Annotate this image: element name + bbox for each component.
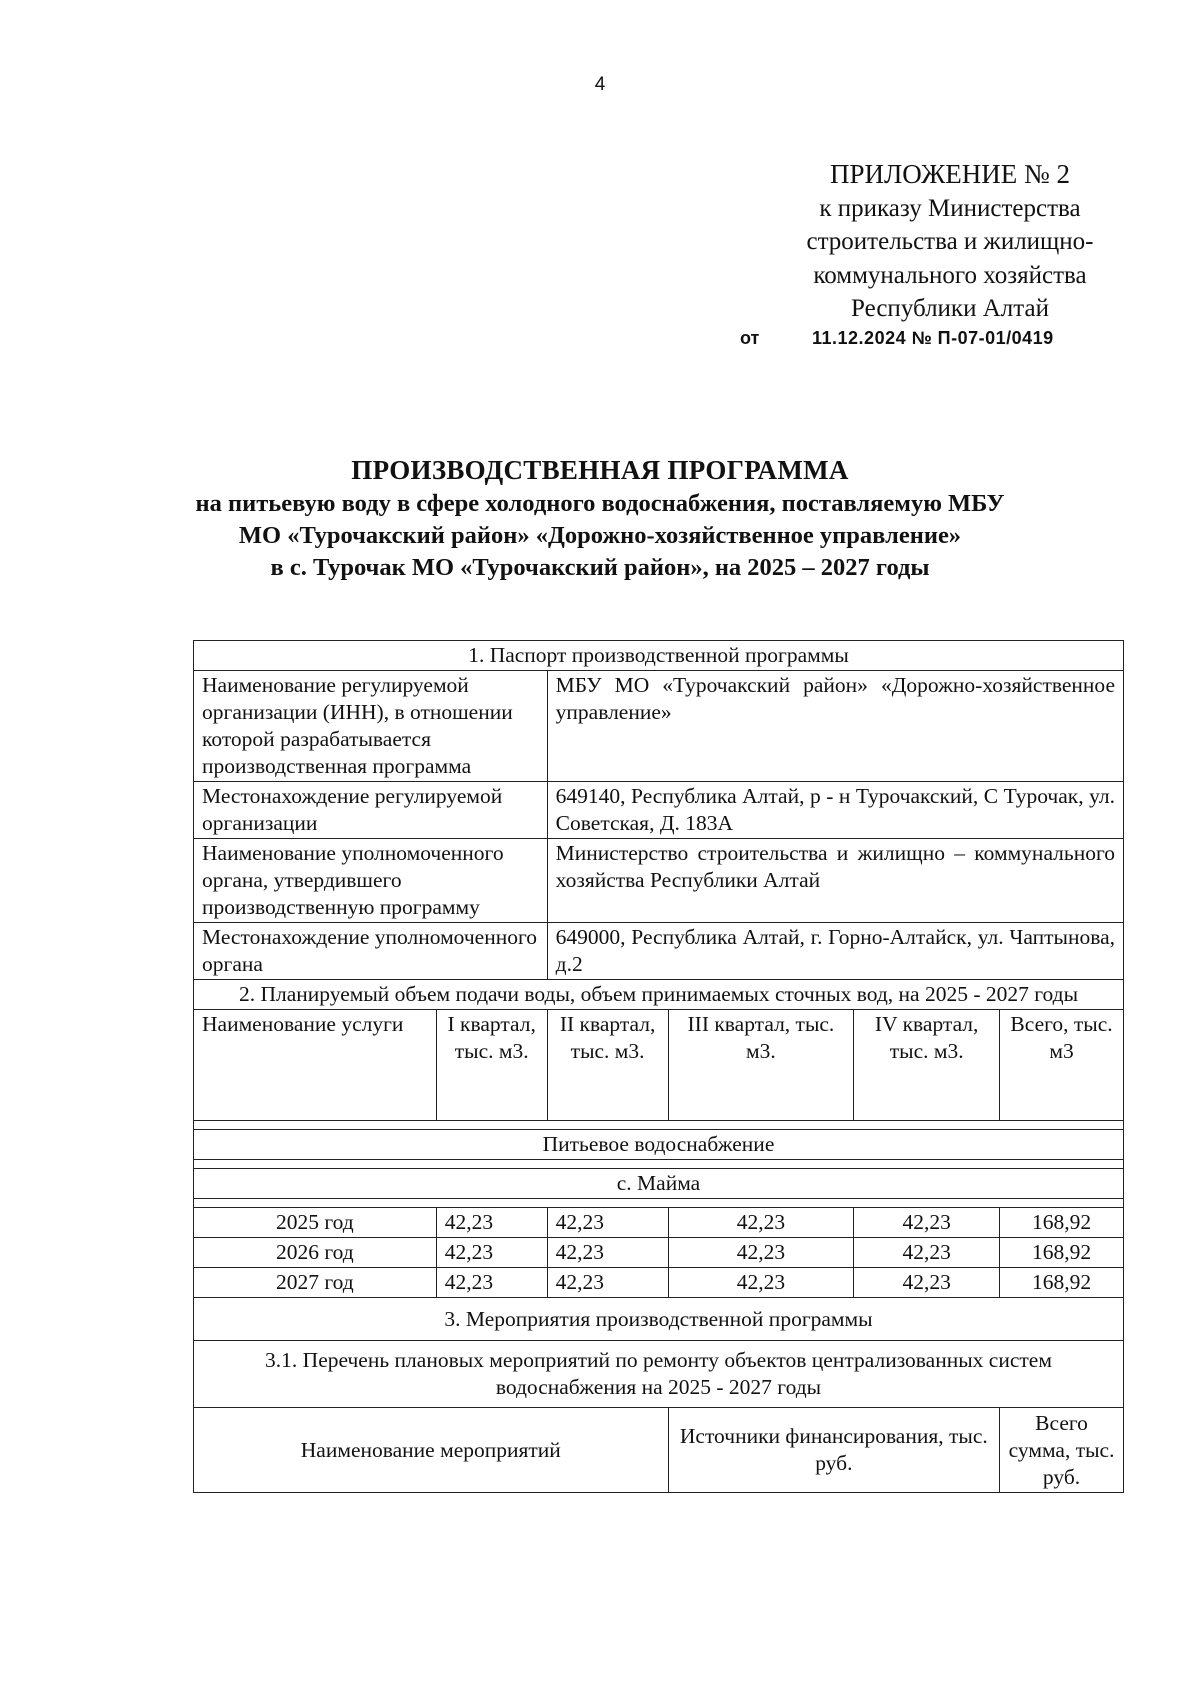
col-total: Всего, тыс. м3 [1000,1010,1124,1121]
passport-value: 649140, Республика Алтай, р - н Турочакский, С Турочак, ул. Советская, Д. 183А [547,782,1123,839]
passport-row [194,671,1124,782]
volume-year: 2027 год [194,1268,437,1298]
col-measures: Наименование мероприятий [194,1408,669,1493]
passport-label: Наименование уполномоченного органа, утвердившего производственную программу [194,839,548,923]
passport-row [194,839,1124,923]
title-main: ПРОИЗВОДСТВЕННАЯ ПРОГРАММА [351,455,849,485]
separator [194,1121,1124,1130]
volume-total: 168,92 [1000,1268,1124,1298]
section2-heading-row [194,980,1124,1010]
col-service: Наименование услуги [194,1010,437,1121]
passport-label: Местонахождение уполномоченного органа [194,923,548,980]
appendix-line: строительства и жилищно- [806,228,1094,255]
appendix-heading: ПРИЛОЖЕНИЕ № 2 [829,159,1071,189]
separator-row [194,1121,1124,1130]
program-table [193,640,1124,1493]
volume-q4: 42,23 [854,1238,1000,1268]
measures-header-row [194,1408,1124,1493]
volume-q3: 42,23 [668,1238,854,1268]
volume-q4: 42,23 [854,1208,1000,1238]
passport-row [194,782,1124,839]
appendix-line: Республики Алтай [851,295,1049,322]
order-number: 11.12.2024 № П-07-01/0419 [812,328,1054,348]
volume-q3: 42,23 [668,1208,854,1238]
section3-sub-heading: 3.1. Перечень плановых мероприятий по ремонту объектов централизованных систем водоснабжения на 2025 - 2027 годы [194,1341,1124,1408]
place-name: с. Майма [194,1169,1124,1199]
col-q1: I квартал, тыс. м3. [436,1010,547,1121]
document-title [100,452,1100,584]
place-row [194,1169,1124,1199]
section3-sub-heading-row [194,1341,1124,1408]
passport-value: МБУ МО «Турочакский район» «Дорожно-хозяйственное управление» [547,671,1123,782]
volume-q2: 42,23 [547,1268,668,1298]
appendix-line: коммунального хозяйства [813,261,1087,289]
service-name: Питьевое водоснабжение [194,1130,1124,1160]
volume-total: 168,92 [1000,1208,1124,1238]
volume-row [194,1268,1124,1298]
col-q2: II квартал, тыс. м3. [547,1010,668,1121]
separator [194,1160,1124,1169]
volume-header-row [194,1010,1124,1121]
section2-heading: 2. Планируемый объем подачи воды, объем принимаемых сточных вод, на 2025 - 2027 годы [194,980,1124,1010]
volume-row [194,1208,1124,1238]
passport-label: Местонахождение регулируемой организации [194,782,548,839]
volume-q3: 42,23 [668,1268,854,1298]
section3-heading-row [194,1298,1124,1341]
separator-row [194,1199,1124,1208]
separator-row [194,1160,1124,1169]
volume-q4: 42,23 [854,1268,1000,1298]
passport-value: Министерство строительства и жилищно – коммунального хозяйства Республики Алтай [547,839,1123,923]
col-q4: IV квартал, тыс. м3. [854,1010,1000,1121]
separator [194,1199,1124,1208]
volume-q2: 42,23 [547,1208,668,1238]
passport-row [194,923,1124,980]
volume-row [194,1238,1124,1268]
col-funding: Источники финансирования, тыс. руб. [668,1408,1000,1493]
appendix-line: к приказу Министерства [819,194,1081,222]
volume-q1: 42,23 [436,1268,547,1298]
title-line: МО «Турочакский район» «Дорожно-хозяйственное управление» [238,522,962,549]
col-sum: Всего сумма, тыс. руб. [1000,1408,1124,1493]
title-line: на питьевую воду в сфере холодного водоснабжения, поставляемую МБУ [195,490,1005,517]
order-ot-label: от [740,328,760,348]
section1-heading: 1. Паспорт производственной программы [194,641,1124,671]
service-row [194,1130,1124,1160]
volume-q1: 42,23 [436,1238,547,1268]
section1-heading-row [194,641,1124,671]
passport-value: 649000, Республика Алтай, г. Горно-Алтайск, ул. Чаптынова, д.2 [547,923,1123,980]
volume-q2: 42,23 [547,1238,668,1268]
volume-q1: 42,23 [436,1208,547,1238]
volume-year: 2025 год [194,1208,437,1238]
volume-total: 168,92 [1000,1238,1124,1268]
appendix-block [740,158,1160,326]
col-q3: III квартал, тыс. м3. [668,1010,854,1121]
section3-heading: 3. Мероприятия производственной программы [194,1298,1124,1341]
page-number: 4 [594,74,606,95]
passport-label: Наименование регулируемой организации (ИНН), в отношении которой разрабатывается производственная программа [194,671,548,782]
volume-year: 2026 год [194,1238,437,1268]
title-line: в с. Турочак МО «Турочакский район», на 2025 – 2027 годы [270,554,930,581]
